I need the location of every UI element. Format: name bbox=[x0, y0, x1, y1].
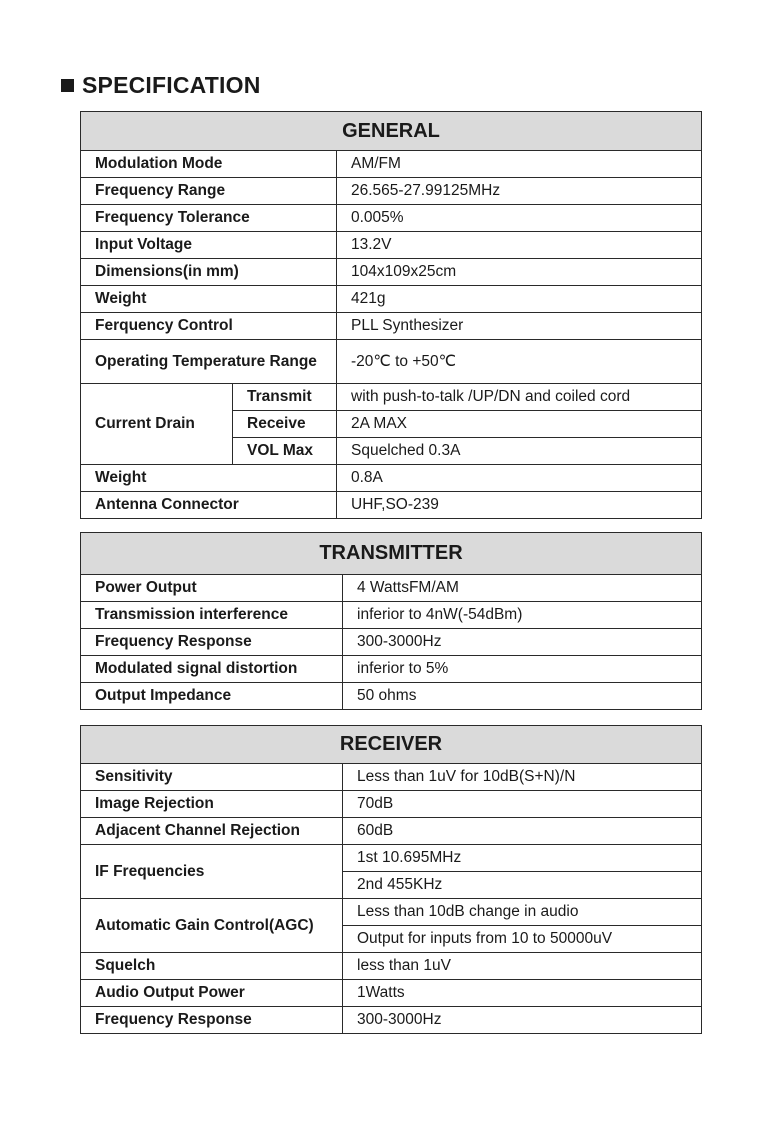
row-label: Squelch bbox=[81, 953, 343, 980]
section-heading bbox=[61, 70, 261, 100]
agc-label: Automatic Gain Control(AGC) bbox=[81, 899, 343, 953]
row-value: with push-to-talk /UP/DN and coiled cord bbox=[337, 384, 702, 411]
table-row bbox=[81, 313, 702, 340]
if-frequencies-label: IF Frequencies bbox=[81, 845, 343, 899]
row-value: 421g bbox=[337, 286, 702, 313]
row-value: 2A MAX bbox=[337, 411, 702, 438]
table-row bbox=[81, 151, 702, 178]
row-label: Frequency Tolerance bbox=[81, 205, 337, 232]
table-row bbox=[81, 845, 702, 872]
row-value: 300-3000Hz bbox=[343, 1007, 702, 1034]
table-row bbox=[81, 384, 702, 411]
row-label: Frequency Response bbox=[81, 1007, 343, 1034]
row-label: Adjacent Channel Rejection bbox=[81, 818, 343, 845]
row-label: Antenna Connector bbox=[81, 492, 337, 519]
sub-label: VOL Max bbox=[233, 438, 337, 465]
row-value: 60dB bbox=[343, 818, 702, 845]
row-value: Less than 1uV for 10dB(S+N)/N bbox=[343, 764, 702, 791]
row-label: Weight bbox=[81, 465, 337, 492]
table-row bbox=[81, 980, 702, 1007]
page-title: SPECIFICATION bbox=[82, 71, 261, 98]
row-value: inferior to 5% bbox=[343, 656, 702, 683]
row-label: Transmission interference bbox=[81, 602, 343, 629]
table-header: GENERAL bbox=[81, 112, 702, 151]
row-label: Output Impedance bbox=[81, 683, 343, 710]
row-label: Ferquency Control bbox=[81, 313, 337, 340]
row-value: 50 ohms bbox=[343, 683, 702, 710]
table-row bbox=[81, 1007, 702, 1034]
row-value: inferior to 4nW(-54dBm) bbox=[343, 602, 702, 629]
table-header: RECEIVER bbox=[81, 726, 702, 764]
row-value: less than 1uV bbox=[343, 953, 702, 980]
table-row bbox=[81, 602, 702, 629]
row-value: 104x109x25cm bbox=[337, 259, 702, 286]
row-value: 1st 10.695MHz bbox=[343, 845, 702, 872]
square-bullet-icon bbox=[61, 79, 74, 92]
table-row bbox=[81, 205, 702, 232]
table-row bbox=[81, 899, 702, 926]
sub-label: Transmit bbox=[233, 384, 337, 411]
sub-label: Receive bbox=[233, 411, 337, 438]
row-value: -20℃ to +50℃ bbox=[337, 340, 702, 384]
receiver-table bbox=[80, 725, 702, 1034]
row-label: Image Rejection bbox=[81, 791, 343, 818]
current-drain-label: Current Drain bbox=[81, 384, 233, 465]
table-row bbox=[81, 953, 702, 980]
row-value: 70dB bbox=[343, 791, 702, 818]
row-value: 1Watts bbox=[343, 980, 702, 1007]
row-value: UHF,SO-239 bbox=[337, 492, 702, 519]
row-value: Less than 10dB change in audio bbox=[343, 899, 702, 926]
transmitter-table bbox=[80, 532, 702, 710]
row-value: 300-3000Hz bbox=[343, 629, 702, 656]
table-row bbox=[81, 575, 702, 602]
row-value: 13.2V bbox=[337, 232, 702, 259]
table-row bbox=[81, 791, 702, 818]
row-label: Dimensions(in mm) bbox=[81, 259, 337, 286]
row-value: Output for inputs from 10 to 50000uV bbox=[343, 926, 702, 953]
table-row bbox=[81, 492, 702, 519]
table-header: TRANSMITTER bbox=[81, 533, 702, 575]
row-value: AM/FM bbox=[337, 151, 702, 178]
row-label: Audio Output Power bbox=[81, 980, 343, 1007]
table-row bbox=[81, 465, 702, 492]
row-label: Weight bbox=[81, 286, 337, 313]
table-row bbox=[81, 178, 702, 205]
row-value: 0.005% bbox=[337, 205, 702, 232]
row-value: 4 WattsFM/AM bbox=[343, 575, 702, 602]
table-row bbox=[81, 232, 702, 259]
table-row bbox=[81, 340, 702, 384]
row-label: Input Voltage bbox=[81, 232, 337, 259]
row-label: Operating Temperature Range bbox=[81, 340, 337, 384]
row-value: 2nd 455KHz bbox=[343, 872, 702, 899]
row-label: Sensitivity bbox=[81, 764, 343, 791]
row-label: Modulation Mode bbox=[81, 151, 337, 178]
table-row bbox=[81, 764, 702, 791]
general-table bbox=[80, 111, 702, 519]
row-value: 0.8A bbox=[337, 465, 702, 492]
row-value: PLL Synthesizer bbox=[337, 313, 702, 340]
table-row bbox=[81, 286, 702, 313]
table-row bbox=[81, 818, 702, 845]
row-value: 26.565-27.99125MHz bbox=[337, 178, 702, 205]
row-label: Frequency Response bbox=[81, 629, 343, 656]
table-row bbox=[81, 656, 702, 683]
row-label: Modulated signal distortion bbox=[81, 656, 343, 683]
table-row bbox=[81, 629, 702, 656]
table-row bbox=[81, 683, 702, 710]
row-value: Squelched 0.3A bbox=[337, 438, 702, 465]
row-label: Power Output bbox=[81, 575, 343, 602]
row-label: Frequency Range bbox=[81, 178, 337, 205]
table-row bbox=[81, 259, 702, 286]
